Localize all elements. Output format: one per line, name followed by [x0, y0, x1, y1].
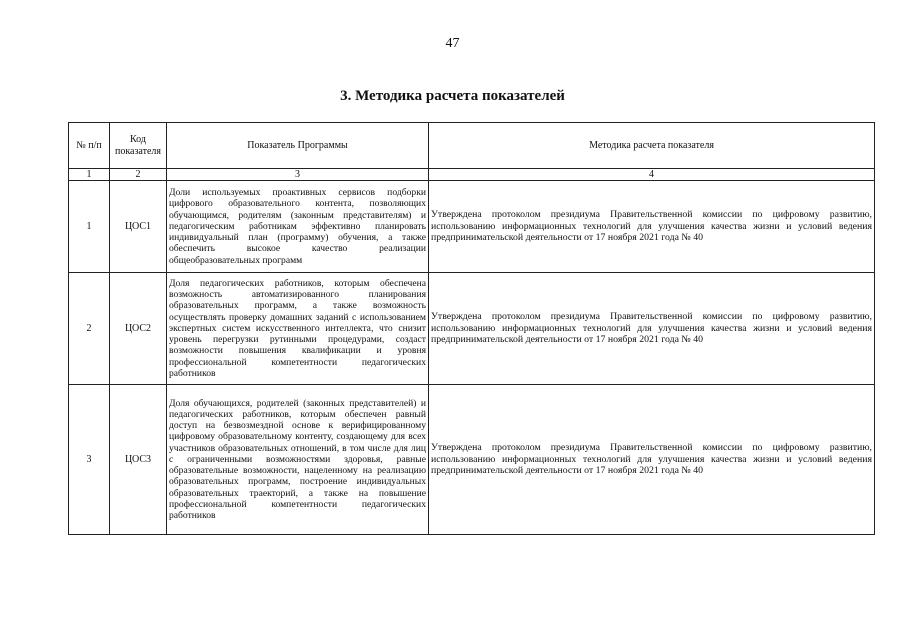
row-method: Утверждена протоколом президиума Правительственной комиссии по цифровому развитию, использованию информационных технологий для улучшения качества жизни и условий ведения предпринимательской деятельности от 17 ноября 2021 года № 40	[429, 181, 875, 273]
page-number: 47	[445, 36, 460, 51]
table-row	[69, 385, 875, 535]
row-indicator: Доля обучающихся, родителей (законных представителей) и педагогических работников, которым обеспечен равный доступ на безвозмездной основе к верифицированному цифровому образовательному контенту, создающему для всех участников образовательных отношений, в том числе для лиц с ограниченными возможностями здоровья, равные образовательные возможности, нацеленному на реализацию образовательных программ, построение индивидуальных образовательных траекторий, а также на повышение профессиональной компетентности педагогических работников	[167, 385, 429, 535]
header-method: Методика расчета показателя	[429, 123, 875, 169]
row-method: Утверждена протоколом президиума Правительственной комиссии по цифровому развитию, использованию информационных технологий для улучшения качества жизни и условий ведения предпринимательской деятельности от 17 ноября 2021 года № 40	[429, 273, 875, 385]
methods-table	[68, 122, 875, 535]
header-indicator: Показатель Программы	[167, 123, 429, 169]
header-code: Код показателя	[110, 123, 167, 169]
row-index: 3	[69, 385, 110, 535]
row-code: ЦОС1	[110, 181, 167, 273]
column-number-row	[69, 169, 875, 181]
table-row	[69, 273, 875, 385]
header-row	[69, 123, 875, 169]
row-index: 2	[69, 273, 110, 385]
row-method: Утверждена протоколом президиума Правительственной комиссии по цифровому развитию, использованию информационных технологий для улучшения качества жизни и условий ведения предпринимательской деятельности от 17 ноября 2021 года № 40	[429, 385, 875, 535]
row-code: ЦОС2	[110, 273, 167, 385]
column-number-4: 4	[429, 169, 875, 181]
column-number-1: 1	[69, 169, 110, 181]
row-code: ЦОС3	[110, 385, 167, 535]
page-title: 3. Методика расчета показателей	[340, 88, 565, 104]
column-number-3: 3	[167, 169, 429, 181]
table-row	[69, 181, 875, 273]
column-number-2: 2	[110, 169, 167, 181]
header-index: № п/п	[69, 123, 110, 169]
row-indicator: Доли используемых проактивных сервисов подборки цифрового образовательного контента, позволяющих обучающимся, родителям (законным представителям) и педагогическим работникам эффективно планировать индивидуальный план (программу) обучения, а также обеспечить высокое качество реализации общеобразовательных программ	[167, 181, 429, 273]
row-indicator: Доля педагогических работников, которым обеспечена возможность автоматизированного планирования образовательных программ, а также возможность осуществлять проверку домашних заданий с использованием экспертных систем искусственного интеллекта, что снизит уровень перегрузки рутинными процедурами, создаст возможности повышения квалификации и уровня профессиональной компетентности педагогических работников	[167, 273, 429, 385]
row-index: 1	[69, 181, 110, 273]
